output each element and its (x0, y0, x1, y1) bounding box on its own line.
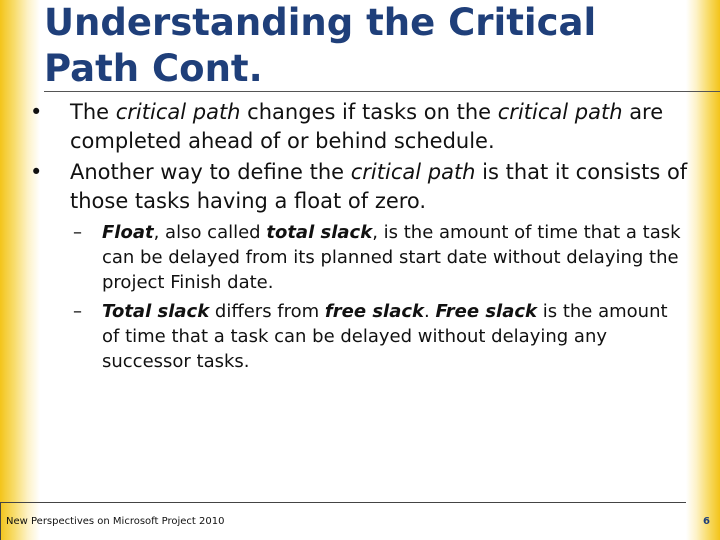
footer-divider (0, 502, 686, 503)
bullet-item (10, 158, 690, 216)
bullet-marker: • (30, 160, 43, 184)
bullet-list (10, 98, 690, 374)
right-decorative-edge (686, 0, 720, 540)
sub-bullet-marker: – (73, 222, 82, 243)
sub-bullet-item (10, 299, 690, 374)
bullet-item (10, 98, 690, 156)
bullet-text: The critical path changes if tasks on the critical path are completed ahead of or behind schedule. (70, 100, 664, 153)
page-number: 6 (703, 516, 710, 527)
sub-bullet-marker: – (73, 301, 82, 322)
footer-left-line (0, 502, 1, 540)
sub-bullet-text: Float, also called total slack, is the amount of time that a task can be delayed from its planned start date without delaying the project Finish date. (102, 222, 681, 293)
bullet-marker: • (30, 100, 43, 124)
footer-source: New Perspectives on Microsoft Project 2010 (6, 516, 225, 527)
title-divider (44, 91, 720, 92)
sub-bullet-text: Total slack differs from free slack. Free slack is the amount of time that a task can be delayed without delaying any successor tasks. (102, 301, 668, 372)
sub-bullet-item (10, 220, 690, 295)
slide-title: Understanding the Critical Path Cont. (44, 1, 597, 90)
bullet-text: Another way to define the critical path is that it consists of those tasks having a float of zero. (70, 160, 688, 213)
